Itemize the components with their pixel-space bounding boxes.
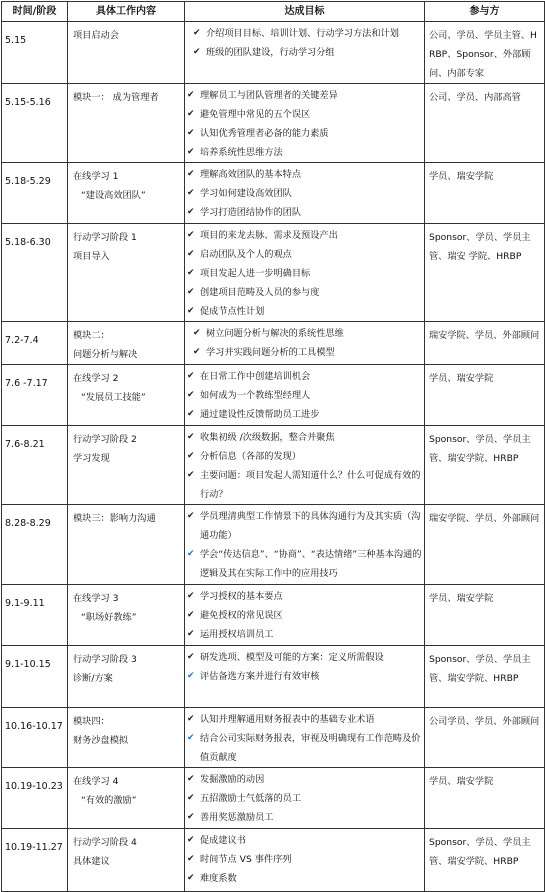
content-line: 项目导入 [73,251,110,262]
goal-text: 树立问题分析与解决的系统性思维 [206,328,344,339]
party-cell: 瑞安学院、学员、外部顾问 [425,505,545,585]
list-item [187,343,422,362]
content-cell [68,829,185,892]
content-cell [68,84,185,163]
goal-text: 认知优秀管理者必备的能力素质 [200,128,329,139]
time-cell: 8.28-8.29 [2,505,68,585]
list-item [187,386,422,405]
list-item [187,648,422,667]
table-row [2,585,545,646]
check-icon: ✔ [187,591,195,601]
content-cell [68,365,185,426]
content-cell [68,646,185,708]
goal-text: 运用授权培训员工 [200,629,274,640]
content-line: 在线学习 2 [73,373,119,384]
time-cell: 5.18-6.30 [2,224,68,322]
list-item [187,789,422,808]
list-item [187,466,422,504]
check-icon: ✔ [193,28,201,38]
goal-text: 发掘激励的动因 [200,774,265,785]
goals-cell [185,505,425,585]
party-cell: 公司学员、学员、外部顾问 [425,708,545,768]
check-icon: ✔ [193,328,201,338]
goal-list [187,831,422,888]
content-line: 学习发现 [73,453,110,464]
check-icon: ✔ [187,287,195,297]
table-body [2,22,545,892]
content-line: 诊断/方案 [73,673,113,684]
goal-text: 避免授权的常见误区 [200,610,283,621]
content-cell [68,224,185,322]
table-row [2,322,545,365]
goal-text: 理解员工与团队管理者的关键差异 [200,90,338,101]
list-item [187,226,422,245]
goal-list [187,710,422,767]
goal-text: 启动团队及个人的观点 [200,249,292,260]
list-item [187,447,422,466]
table-row [2,163,545,224]
list-item [187,428,422,447]
check-icon: ✔ [187,390,195,400]
goals-cell [185,84,425,163]
check-icon: ✔ [187,873,195,883]
goals-cell [185,224,425,322]
goal-list [187,587,422,644]
content-line: 问题分析与解决 [73,349,138,360]
check-icon: ✔ [187,268,195,278]
content-line: 行动学习阶段 1 [73,232,137,243]
content-cell [68,163,185,224]
goal-text: 学会“传达信息”、“协商”、“表达情绪”三种基本沟通的逻辑及其在实际工作中的应用技巧 [200,549,422,579]
goal-list [187,507,422,583]
content-line: 在线学习 4 [73,776,119,787]
time-cell: 10.19-11.27 [2,829,68,892]
check-icon: ✔ [187,854,195,864]
content-cell [68,322,185,365]
goal-text: 分析信息（各部的发现） [200,451,302,462]
list-item [187,165,422,184]
check-icon: ✔ [187,249,195,259]
goals-cell [185,22,425,84]
time-cell: 10.19-10.23 [2,768,68,829]
check-icon: ✔ [187,90,195,100]
content-line: 在线学习 1 [73,171,119,182]
goal-list [187,24,422,62]
party-cell: 学员、瑞安学院 [425,768,545,829]
table-row [2,768,545,829]
time-cell: 5.18-5.29 [2,163,68,224]
list-item [187,869,422,888]
content-cell [68,426,185,505]
header-party: 参与方 [425,2,545,22]
check-icon: ✔ [187,451,195,461]
goal-text: 避免管理中常见的五个误区 [200,109,311,120]
party-cell: Sponsor、学员、学员主管、瑞安 学院、HRBP [425,224,545,322]
content-line: 模块三：影响力沟通 [73,513,156,524]
table-row [2,505,545,585]
check-icon: ✔ [187,671,195,681]
party-cell: Sponsor、学员、学员主管、瑞安学院、HRBP [425,829,545,892]
goal-list [187,770,422,827]
goal-list [187,648,422,686]
list-item [187,124,422,143]
goal-text: 项目发起人进一步明确目标 [200,268,311,279]
header-row [2,2,545,22]
content-line: “建设高效团队” [81,190,146,201]
goal-list [187,324,422,362]
party-cell: 学员、瑞安学院 [425,163,545,224]
party-cell: 学员、瑞安学院 [425,365,545,426]
check-icon: ✔ [187,733,195,743]
check-icon: ✔ [187,511,195,521]
goal-list [187,428,422,504]
goals-cell [185,365,425,426]
goal-text: 善用奖惩激励员工 [200,812,274,823]
list-item [187,831,422,850]
time-cell: 9.1-10.15 [2,646,68,708]
list-item [187,606,422,625]
goal-text: 难度系数 [200,873,237,884]
goal-text: 理解高效团队的基本特点 [200,169,302,180]
list-item [187,283,422,302]
check-icon: ✔ [187,470,195,480]
content-line: “发展员工技能” [81,392,146,403]
check-icon: ✔ [187,169,195,179]
list-item [187,86,422,105]
check-icon: ✔ [187,652,195,662]
goal-text: 学习授权的基本要点 [200,591,283,602]
goal-text: 五招激励士气低落的员工 [200,793,302,804]
content-line: 在线学习 3 [73,593,119,604]
list-item [187,264,422,283]
check-icon: ✔ [187,629,195,639]
time-cell: 5.15-5.16 [2,84,68,163]
party-cell: 瑞安学院、学员、外部顾问 [425,322,545,365]
check-icon: ✔ [187,714,195,724]
table-row [2,426,545,505]
goals-cell [185,585,425,646]
goal-text: 认知并理解通用财务报表中的基础专业术语 [200,714,375,725]
content-line: 项目启动会 [73,30,119,41]
goals-cell [185,768,425,829]
check-icon: ✔ [187,432,195,442]
goal-list [187,367,422,424]
check-icon: ✔ [187,207,195,217]
goal-text: 促成节点性计划 [200,306,265,317]
content-line: 行动学习阶段 4 [73,837,137,848]
party-cell: 公司、学员、学员主管、HRBP、Sponsor、外部顾问、内部专家 [425,22,545,84]
goal-text: 学习打造团结协作的团队 [200,207,302,218]
content-line: 模块二： [73,330,110,341]
content-cell [68,505,185,585]
content-cell [68,768,185,829]
goal-text: 学习如何建设高效团队 [200,188,292,199]
time-cell: 7.6-8.21 [2,426,68,505]
goal-text: 主要问题：项目发起人需知道什么？什么可促成有效的行动？ [200,470,421,500]
time-cell: 9.1-9.11 [2,585,68,646]
check-icon: ✔ [187,774,195,784]
list-item [187,667,422,686]
goals-cell [185,708,425,768]
check-icon: ✔ [187,306,195,316]
table-row [2,84,545,163]
header-time: 时间/阶段 [2,2,68,22]
list-item [187,729,422,767]
list-item [187,105,422,124]
goals-cell [185,163,425,224]
check-icon: ✔ [193,347,201,357]
goals-cell [185,829,425,892]
time-cell: 10.16-10.17 [2,708,68,768]
check-icon: ✔ [187,128,195,138]
header-content: 具体工作内容 [68,2,185,22]
list-item [187,507,422,545]
goal-text: 在日常工作中创建培训机会 [200,371,311,382]
list-item [187,367,422,386]
goal-list [187,165,422,222]
check-icon: ✔ [187,812,195,822]
list-item [187,43,422,62]
list-item [187,302,422,321]
list-item [187,710,422,729]
plan-table [1,1,545,892]
goal-text: 收集初级 /次级数据，整合并聚焦 [200,432,335,443]
list-item [187,850,422,869]
goals-cell [185,322,425,365]
content-line: 模块一： 成为管理者 [73,92,159,103]
table-row [2,224,545,322]
goal-text: 创建项目范畴及人员的参与度 [200,287,320,298]
list-item [187,203,422,222]
goal-text: 培养系统性思维方法 [200,147,283,158]
table-row [2,22,545,84]
content-cell [68,22,185,84]
list-item [187,587,422,606]
list-item [187,770,422,789]
table-row [2,829,545,892]
content-line: “职场好教练” [81,612,137,623]
goal-list [187,86,422,162]
table-row [2,365,545,426]
goal-text: 评估备选方案并进行有效审核 [200,671,320,682]
content-line: 行动学习阶段 3 [73,654,137,665]
party-cell: Sponsor、学员、学员主管、瑞安学院、HRBP [425,426,545,505]
list-item [187,808,422,827]
goal-text: 班级的团队建设，行动学习分组 [206,47,335,58]
content-line: “有效的激励” [81,795,137,806]
content-line: 财务沙盘模拟 [73,735,129,746]
check-icon: ✔ [187,793,195,803]
list-item [187,245,422,264]
check-icon: ✔ [187,549,195,559]
goal-text: 如何成为一个教练型经理人 [200,390,311,401]
check-icon: ✔ [187,147,195,157]
list-item [187,545,422,583]
party-cell: 公司、学员、内部高管 [425,84,545,163]
goal-text: 时间节点 VS 事件序列 [200,854,292,865]
check-icon: ✔ [187,409,195,419]
goal-list [187,226,422,321]
list-item [187,143,422,162]
check-icon: ✔ [187,230,195,240]
check-icon: ✔ [187,371,195,381]
time-cell: 7.2-7.4 [2,322,68,365]
content-cell [68,708,185,768]
check-icon: ✔ [193,47,201,57]
check-icon: ✔ [187,610,195,620]
goal-text: 介绍项目目标、培训计划、行动学习方法和计划 [206,28,399,39]
table-row [2,646,545,708]
content-line: 模块四： [73,716,110,727]
goal-text: 促成建议书 [200,835,246,846]
time-cell: 7.6 -7.17 [2,365,68,426]
content-cell [68,585,185,646]
goal-text: 项目的来龙去脉、需求及预设产出 [200,230,338,241]
goal-text: 结合公司实际财务报表，审视及明确现有工作范畴及价值贡献度 [200,733,421,763]
time-cell: 5.15 [2,22,68,84]
check-icon: ✔ [187,188,195,198]
list-item [187,24,422,43]
party-cell: Sponsor、学员、学员主管、瑞安学院、HRBP [425,646,545,708]
table-row [2,708,545,768]
goals-cell [185,646,425,708]
check-icon: ✔ [187,109,195,119]
party-cell: 学员、瑞安学院 [425,585,545,646]
goal-text: 学员理清典型工作情景下的具体沟通行为及其实质（沟通功能） [200,511,421,541]
goal-text: 学习并实践问题分析的工具模型 [206,347,335,358]
content-line: 行动学习阶段 2 [73,434,137,445]
content-line: 具体建议 [73,856,110,867]
goals-cell [185,426,425,505]
list-item [187,405,422,424]
check-icon: ✔ [187,835,195,845]
list-item [187,324,422,343]
list-item [187,184,422,203]
goal-text: 研发选项、模型及可能的方案：定义所需假设 [200,652,384,663]
header-goals: 达成目标 [185,2,425,22]
list-item [187,625,422,644]
goal-text: 通过建设性反馈帮助员工进步 [200,409,320,420]
